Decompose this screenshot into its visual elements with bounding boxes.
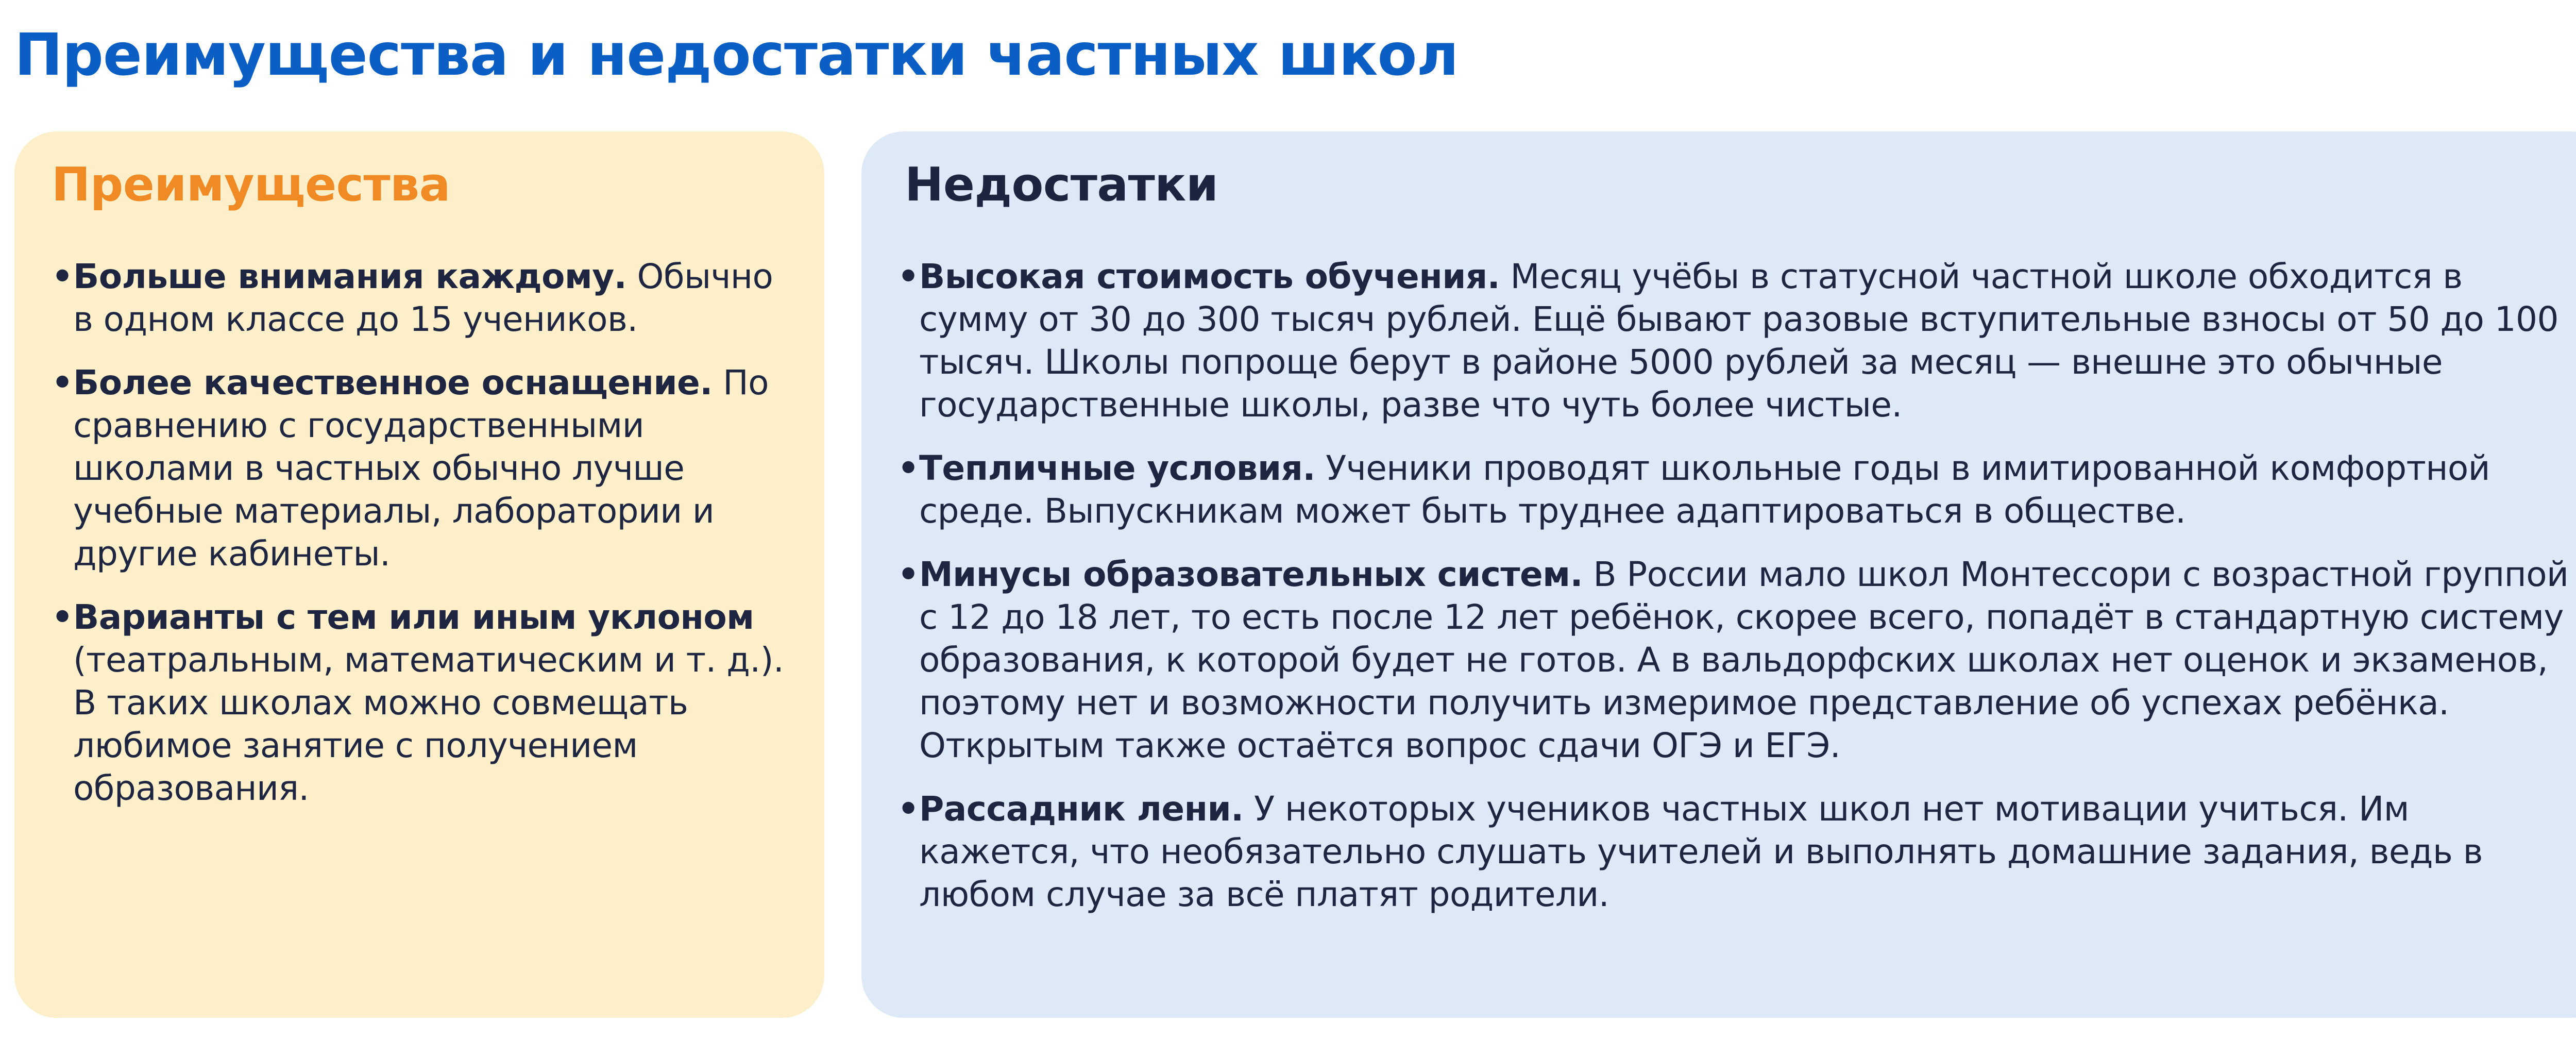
- page-title: Преимущества и недостатки частных школ: [14, 22, 1459, 89]
- cons-item-3: [897, 553, 2576, 767]
- cons-item-1-text: Месяц учёбы в статусной частной школе обходится в сумму от 30 до 300 тысяч рублей. Ещё бывают разовые вступительные взносы от 50 до 100 тысяч. Школы попроще берут в районе 5000 рублей за месяц — внешне это обычные государственные школы, разве что чуть более чистые.: [919, 257, 2558, 425]
- cons-item-3-text: В России мало школ Монтессори с возрастной группой с 12 до 18 лет, то есть после 12 лет ребёнок, скорее всего, попадёт в стандартную систему образования, к которой будет не готов. А в вальдорфских школах нет оценок и экзаменов, поэтому нет и возможности получить измеримое представление об успехах ребёнка. Открытым также остаётся вопрос сдачи ОГЭ и ЕГЭ.: [919, 555, 2569, 765]
- cons-item-2-text: Ученики проводят школьные годы в имитированной комфортной среде. Выпускникам может быть труднее адаптироваться в обществе.: [919, 448, 2490, 531]
- pros-card: [14, 131, 824, 1018]
- pros-item-1-text: Обычно в одном классе до 15 учеников.: [73, 257, 773, 339]
- bullet-icon: •: [52, 257, 73, 296]
- pros-item-1: [52, 255, 788, 341]
- bullet-icon: •: [897, 448, 919, 488]
- pros-heading: Преимущества: [52, 158, 450, 212]
- pros-item-3-text: (театральным, математическим и т. д.). В таких школах можно совмещать любимое занятие с получением образования.: [73, 640, 784, 808]
- cons-item-1: [897, 255, 2576, 426]
- pros-item-2-title: Более качественное оснащение.: [73, 363, 713, 403]
- cons-item-4-title: Рассадник лени.: [919, 789, 1244, 829]
- bullet-icon: •: [52, 363, 73, 403]
- pros-list: [52, 255, 788, 810]
- bullet-icon: •: [897, 789, 919, 829]
- cons-item-1-title: Высокая стоимость обучения.: [919, 257, 1500, 296]
- bullet-icon: •: [897, 555, 919, 594]
- cons-heading: Недостатки: [905, 158, 1218, 212]
- bullet-icon: •: [897, 257, 919, 296]
- cons-card: [861, 131, 2576, 1018]
- cons-item-3-title: Минусы образовательных систем.: [919, 555, 1583, 594]
- cons-item-4-text: У некоторых учеников частных школ нет мотивации учиться. Им кажется, что необязательно слушать учителей и выполнять домашние задания, ведь в любом случае за всё платят родители.: [919, 789, 2483, 914]
- pros-item-1-title: Больше внимания каждому.: [73, 257, 627, 296]
- cons-item-4: [897, 788, 2576, 916]
- cons-item-2: [897, 447, 2576, 532]
- pros-item-3-title: Варианты с тем или иным уклоном: [73, 597, 754, 637]
- cons-item-2-title: Тепличные условия.: [919, 448, 1315, 488]
- bullet-icon: •: [52, 597, 73, 637]
- pros-item-2-text: По сравнению с государственными школами в частных обычно лучше учебные материалы, лаборатории и другие кабинеты.: [73, 363, 769, 574]
- pros-item-3: [52, 596, 788, 810]
- cons-list: [897, 255, 2576, 916]
- pros-item-2: [52, 361, 788, 575]
